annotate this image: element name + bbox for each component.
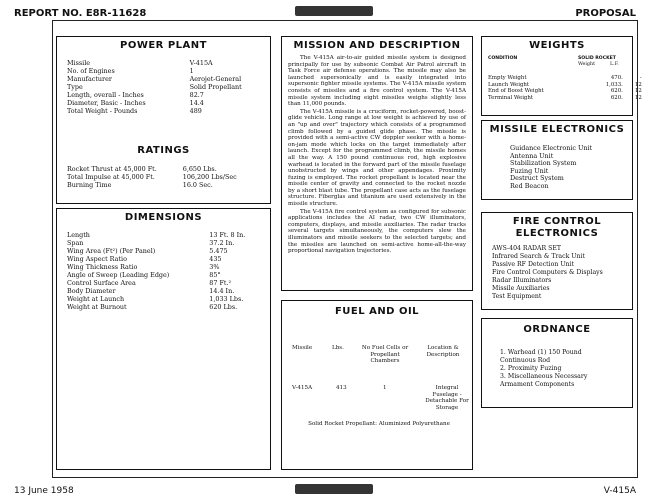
power-plant-box [56,36,271,204]
ordnance-item: 3. Miscellaneous Necessary [500,373,588,380]
confidential-stamp [295,6,373,16]
mission-paragraph: The V-415A missile is a cruciform, rocket-powered, boost-glide vehicle. Long range at low weight is achieved by use of an "up and over" trajectory which consists of a programmed climb followed by a guided glide phase. The missile is provided with a semi-active CW doppler seeker with a home-on-jam mode which locks on the target immediately after launch. Except for the programmed climb, the missile homes all the way. A 150 pound continuous rod, high explosive warhead is located in the forward part of the missile fuselage unobstructed by wings and other appendages. Proximity fuzing is employed. The rocket propellant is located near the missile center of gravity and connected to the rocket nozzle by a short blast tube. The propellant case acts as the fuselage structure. Fiberglas and titanium are used extensively in the missile structure. [288,108,466,208]
weights-table [488,75,642,101]
ratings-row-value: 6,650 Lbs. [182,165,217,173]
dimensions-row-value: 85° [209,271,221,279]
dimensions-row-value: 1,033 Lbs. [209,295,244,303]
weights-condition: Terminal Weight [488,94,534,101]
weights-row [488,88,642,95]
proposal-label: PROPOSAL [575,8,636,19]
ratings-row-label: Burning Time [67,181,112,189]
fire-control-title-line2: ELECTRONICS [515,228,599,239]
power-plant-row-label: Missile [67,59,91,67]
dimensions-row [67,231,245,239]
fire-control-title [482,216,632,240]
power-plant-row-value: Aerojet-General [189,75,242,83]
power-plant-row-value: 489 [189,107,202,115]
dimensions-row-value: 5.475 [209,247,228,255]
weights-box [481,36,642,116]
missile-electronics-item: Destruct System [510,174,564,183]
ordnance-item: Armament Components [500,381,575,388]
fire-control-item: Test Equipment [492,293,542,300]
ratings-row [67,173,237,181]
missile-electronics-list [510,145,592,191]
ordnance-item: Continuous Rod [500,357,551,364]
power-plant-table [67,59,242,115]
power-plant-row-value: 82.7 [189,91,204,99]
weights-condition: Launch Weight [488,81,530,88]
weights-lf: 12 [634,88,642,95]
missile-electronics-item: Antenna Unit [510,151,554,160]
dimensions-row-label: Angle of Sweep (Leading Edge) [67,271,170,279]
power-plant-title: POWER PLANT [119,40,207,51]
ratings-row-value: 106,200 Lbs/Sec [182,173,237,181]
dimensions-row-label: Length [67,231,90,239]
fire-control-item: Missile Auxiliaries [492,285,550,292]
weights-row [488,82,642,89]
fuel-lbs: 413 [336,385,347,391]
missile-electronics-item: Stabilization System [510,159,577,168]
ratings-row-value: 16.0 Sec. [182,181,213,189]
weights-weight: 470. [610,75,623,81]
weights-lf: - [639,75,642,81]
weights-weight: 620. [610,88,623,95]
mission-text [288,55,466,256]
dimensions-row-label: Control Surface Area [67,279,136,287]
ratings-title: RATINGS [137,145,190,156]
dimensions-row [67,295,245,303]
fuel-table [292,345,469,428]
power-plant-row-value: V-415A [189,59,213,67]
weights-header-weight: Weight [578,62,595,67]
fuel-note: Solid Rocket Propellant: Aluminized Polyurethane [308,421,450,427]
power-plant-row [67,83,242,91]
dimensions-row-value: 3% [209,263,220,271]
power-plant-row-value: 1 [189,67,194,75]
dimensions-row-value: 87 Ft.² [209,279,232,287]
dimensions-row-value: 620 Lbs. [209,303,238,311]
weights-title: WEIGHTS [529,40,585,51]
power-plant-row-value: 14.4 [189,99,204,107]
ratings-row [67,181,237,189]
power-plant-row-label: Type [67,83,83,91]
fuel-header-lbs: Lbs. [332,345,344,351]
weights-header-lf: L.F. [610,62,619,67]
ordnance-title: ORDNANCE [523,324,591,335]
dimensions-row [67,287,245,295]
ratings-row-label: Rocket Thrust at 45,000 Ft. [67,165,157,173]
dimensions-row [67,263,245,271]
power-plant-row [67,107,242,115]
report-date: 13 June 1958 [14,486,74,496]
dimensions-row-value: 14.4 In. [209,287,235,295]
dimensions-row-label: Wing Thickness Ratio [67,263,138,271]
weights-row [488,75,642,82]
missile-electronics-box [481,120,633,200]
dimensions-title: DIMENSIONS [124,212,203,223]
fuel-and-oil-title: FUEL AND OIL [334,306,420,317]
dimensions-table [67,231,245,311]
weights-weight: 1,033. [605,81,623,88]
fuel-missile: V-415A [292,385,313,391]
ordnance-item: 1. Warhead (1) 150 Pound [500,349,582,356]
power-plant-row [67,75,242,83]
mission-paragraph: The V-415A air-to-air guided missile system is designed principally for use by subsonic Combat Air Patrol aircraft in Task Force air defense operations. The missile may also be launched supersonically and is easily integrated into supersonic fighter missile systems. The V-415A missile system consists of missiles and a fire control system. The V-415A missile system including eight missiles weighs slightly less than 11,000 pounds. [288,55,466,108]
dimensions-row [67,247,245,255]
power-plant-row [67,67,242,75]
mission-box [281,36,473,291]
mission-title: MISSION AND DESCRIPTION [293,40,461,51]
dimensions-row-label: Wing Aspect Ratio [67,255,127,263]
fuel-data-row [292,385,469,421]
fuel-and-oil-box [281,300,473,470]
fuel-header-missile: Missile [292,345,313,351]
fire-control-title-line1: FIRE CONTROL [512,216,602,227]
dimensions-row [67,279,245,287]
weights-header-condition: CONDITION [488,56,518,61]
power-plant-row-label: Diameter, Basic - Inches [67,99,146,107]
missile-electronics-item: Red Beacon [510,181,549,190]
power-plant-row-label: No. of Engines [67,67,115,75]
ordnance-item: 2. Proximity Fuzing [500,365,562,372]
dimensions-row-value: 435 [209,255,222,263]
missile-electronics-item: Fuzing Unit [510,166,549,175]
power-plant-row-label: Total Weight - Pounds [67,107,138,115]
dimensions-row-label: Weight at Burnout [67,303,127,311]
dimensions-row-label: Wing Area (Ft²) (Per Panel) [67,247,156,255]
fuel-header-chambers: No Fuel Cells or Propellant Chambers [361,345,409,365]
fire-control-item: Infrared Search & Track Unit [492,253,585,260]
footer-designation: V-415A [603,486,636,496]
ordnance-box [481,318,633,408]
ratings-table [67,165,237,189]
power-plant-row [67,59,242,67]
missile-electronics-item: Guidance Electronic Unit [510,144,593,152]
fire-control-item: Passive RF Detection Unit [492,261,574,268]
report-number: REPORT NO. E8R-11628 [14,8,147,19]
dimensions-row-label: Body Diameter [67,287,116,295]
power-plant-row-label: Length, overall - Inches [67,91,144,99]
fuel-chambers: 1 [383,385,387,391]
weights-header-solid-rocket: SOLID ROCKET [578,56,616,61]
weights-condition: End of Boost Weight [488,88,544,95]
weights-weight: 620. [610,94,623,101]
ratings-row-label: Total Impulse at 45,000 Ft. [67,173,155,181]
dimensions-row [67,303,245,311]
fuel-location: Integral Fuselage - Detachable For Storage [425,385,469,411]
ordnance-list [500,349,587,389]
fire-control-item: Radar Illuminators [492,277,552,284]
fire-control-list [492,245,603,301]
fire-control-item: AWS-404 RADAR SET [492,245,561,252]
weights-condition: Empty Weight [488,75,527,81]
ratings-row [67,165,237,173]
dimensions-row [67,271,245,279]
mission-paragraph: The V-415A fire control system as configured for subsonic applications includes the AI radar, two CW illuminators, computers, displays, and missile auxiliaries. The radar tracks several targets simultaneously, the computers slew the illuminators and missile seekers to the selected targets; and the missiles are launched on semi-active home-all-the-way proportional navigation trajectories. [288,208,466,255]
power-plant-row [67,99,242,107]
fire-control-box [481,212,633,310]
confidential-stamp-bottom [295,484,373,494]
fuel-header-row [292,345,466,385]
fuel-header-location: Location & Description [426,345,460,358]
weights-lf: 12 [634,81,642,88]
dimensions-box [56,208,271,470]
power-plant-row-value: Solid Propellant [189,83,242,91]
dimensions-row-value: 37.2 In. [209,239,235,247]
dimensions-row [67,255,245,263]
weights-row [488,95,642,102]
dimensions-row [67,239,245,247]
power-plant-row [67,91,242,99]
fire-control-item: Fire Control Computers & Displays [492,269,603,276]
dimensions-row-label: Weight at Launch [67,295,125,303]
missile-electronics-title: MISSILE ELECTRONICS [489,124,625,135]
weights-lf: 12 [634,94,642,101]
power-plant-row-label: Manufacturer [67,75,112,83]
dimensions-row-value: 13 Ft. 8 In. [209,231,246,239]
dimensions-row-label: Span [67,239,84,247]
